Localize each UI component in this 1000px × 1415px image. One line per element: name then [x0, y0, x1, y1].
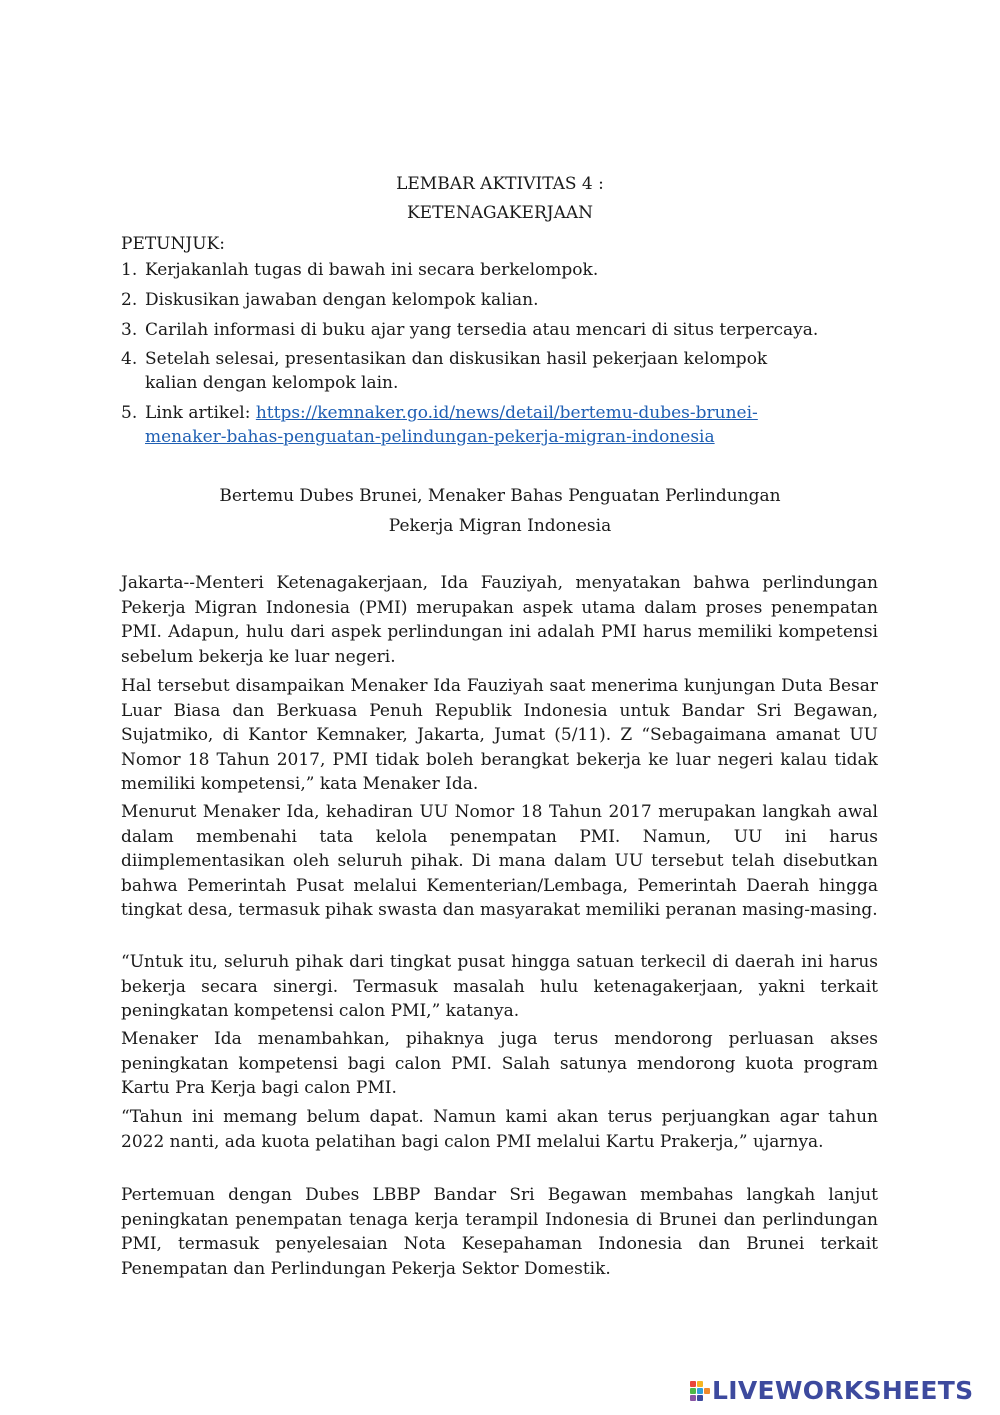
worksheet-subtitle: KETENAGAKERJAAN: [406, 203, 594, 223]
watermark-text: LIVEWORKSHEETS: [712, 1375, 974, 1405]
list-item-text: Diskusikan jawaban dengan kelompok kalian.: [145, 290, 539, 310]
article-link-line[interactable]: menaker-bahas-penguatan-pelindungan-pekerja-migran-indonesia: [145, 427, 715, 447]
instructions-label: PETUNJUK:: [121, 234, 225, 254]
list-item-text: [145, 401, 881, 449]
list-item-number: 4.: [121, 349, 138, 369]
article-paragraph: Hal tersebut disampaikan Menaker Ida Fauziyah saat menerima kunjungan Duta Besar Luar Biasa dan Berkuasa Penuh Republik Indonesia untuk Bandar Sri Begawan, Sujatmiko, di Kantor Kemnaker, Jakarta, Jumat (5/11). Z “Sebagaimana amanat UU Nomor 18 Tahun 2017, PMI tidak boleh berangkat bekerja ke luar negeri kalau tidak memiliki kompetensi,” kata Menaker Ida.: [121, 676, 878, 794]
list-item-text: [145, 347, 881, 395]
list-item-text-line: Setelah selesai, presentasikan dan diskusikan hasil pekerjaan kelompok: [145, 349, 768, 369]
article-paragraph: “Tahun ini memang belum dapat. Namun kami akan terus perjuangkan agar tahun 2022 nanti, ada kuota pelatihan bagi calon PMI melalui Kartu Prakerja,” ujarnya.: [121, 1107, 878, 1152]
article-paragraph: Pertemuan dengan Dubes LBBP Bandar Sri Begawan membahas langkah lanjut peningkatan penempatan tenaga kerja terampil Indonesia di Brunei dan perlindungan PMI, termasuk penyelesaian Nota Kesepahaman Indonesia dan Brunei terkait Penempatan dan Perlindungan Pekerja Sektor Domestik.: [121, 1185, 878, 1279]
article-paragraph: “Untuk itu, seluruh pihak dari tingkat pusat hingga satuan terkecil di daerah ini harus bekerja secara sinergi. Termasuk masalah hulu ketenagakerjaan, yakni terkait peningkatan kompetensi calon PMI,” katanya.: [121, 952, 878, 1021]
list-item-number: 5.: [121, 403, 138, 423]
article-headline-line2: Pekerja Migran Indonesia: [388, 516, 612, 536]
worksheet-title: LEMBAR AKTIVITAS 4 :: [396, 174, 604, 194]
list-item-number: 3.: [121, 320, 138, 340]
article-headline: Bertemu Dubes Brunei, Menaker Bahas Penguatan Perlindungan: [219, 486, 781, 506]
list-item-text-line: kalian dengan kelompok lain.: [145, 373, 399, 393]
article-link-line[interactable]: https://kemnaker.go.id/news/detail/bertemu-dubes-brunei-: [255, 403, 758, 423]
list-item-number: 2.: [121, 290, 138, 310]
list-item-text: Kerjakanlah tugas di bawah ini secara berkelompok.: [145, 260, 599, 280]
article-paragraph: Menurut Menaker Ida, kehadiran UU Nomor 18 Tahun 2017 merupakan langkah awal dalam membenahi tata kelola penempatan PMI. Namun, UU ini harus diimplementasikan oleh seluruh pihak. Di mana dalam UU tersebut telah disebutkan bahwa Pemerintah Pusat melalui Kementerian/Lembaga, Pemerintah Daerah hingga tingkat desa, termasuk pihak swasta dan masyarakat memiliki peranan masing-masing.: [121, 802, 878, 920]
article-paragraph: Jakarta--Menteri Ketenagakerjaan, Ida Fauziyah, menyatakan bahwa perlindungan Pekerja Migran Indonesia (PMI) merupakan aspek utama dalam proses penempatan PMI. Adapun, hulu dari aspek perlindungan ini adalah PMI harus memiliki kompetensi sebelum bekerja ke luar negeri.: [121, 573, 878, 667]
liveworksheets-logo-icon: [690, 1379, 710, 1401]
list-item-text: Carilah informasi di buku ajar yang tersedia atau mencari di situs terpercaya.: [145, 320, 819, 340]
link-prefix: Link artikel:: [145, 403, 256, 423]
article-paragraph: Menaker Ida menambahkan, pihaknya juga terus mendorong perluasan akses peningkatan kompetensi bagi calon PMI. Salah satunya mendorong kuota program Kartu Pra Kerja bagi calon PMI.: [121, 1029, 878, 1098]
liveworksheets-watermark: [690, 1376, 990, 1404]
list-item-number: 1.: [121, 260, 138, 280]
